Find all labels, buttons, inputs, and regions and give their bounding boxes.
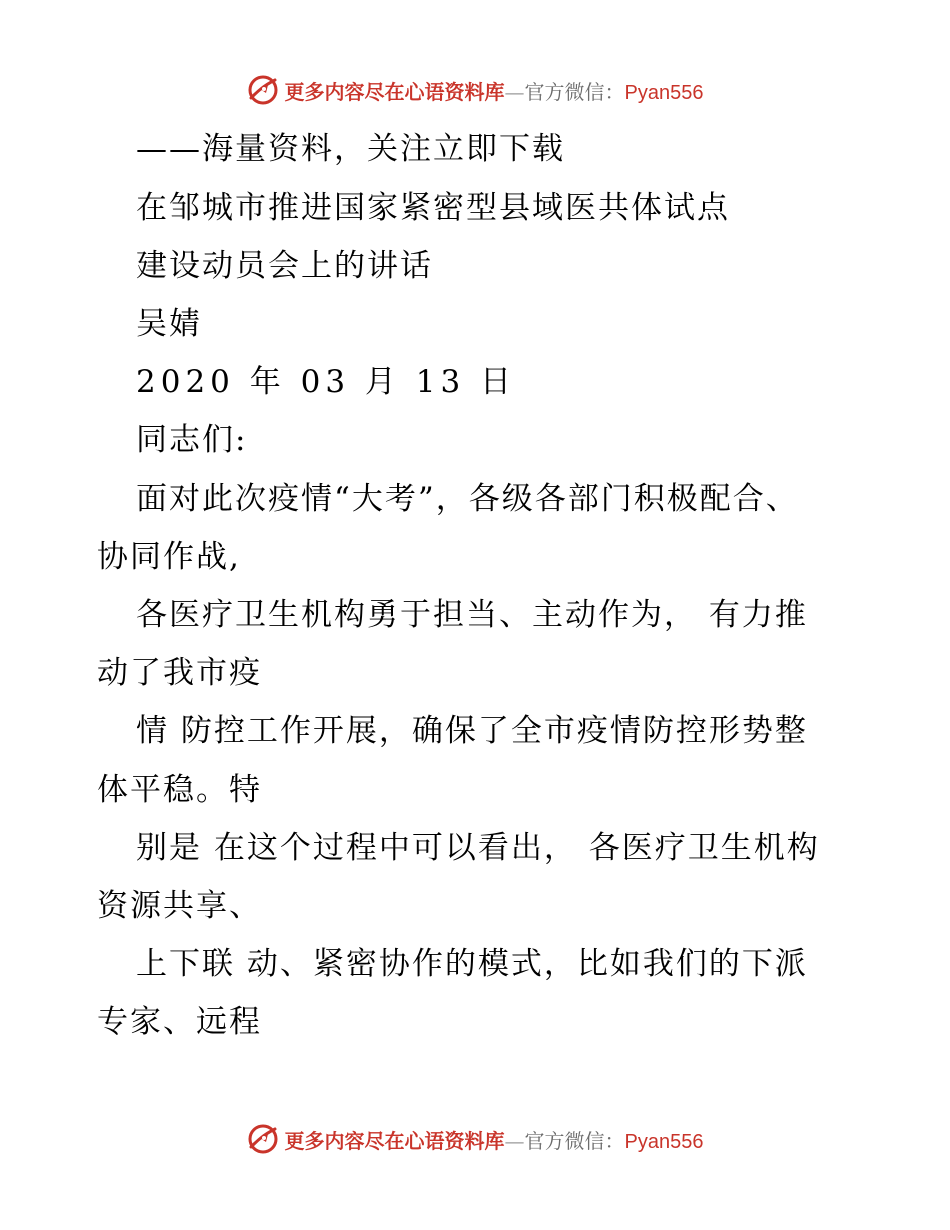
- header-banner-text: [285, 76, 704, 105]
- footer-wechat-id: Pyan556: [624, 1130, 704, 1153]
- header-dash: —: [504, 79, 525, 104]
- paragraph-line: 体平稳。特: [97, 772, 262, 808]
- pen-circle-logo-icon: [247, 1123, 279, 1155]
- footer-brand: 更多内容尽在心语资料库: [284, 1128, 505, 1153]
- speech-title-line-2: 建设动员会上的讲话: [136, 248, 433, 284]
- speaker-name: 吴婧: [136, 306, 202, 342]
- paragraph-line: 协同作战,: [97, 539, 241, 575]
- paragraph-line: 专家、远程: [97, 1004, 262, 1040]
- header-banner: [0, 70, 950, 110]
- pen-circle-logo-icon: [247, 74, 279, 106]
- footer-wechat-label: 官方微信：: [524, 1128, 625, 1153]
- paragraph-line: 面对此次疫情“大考”，各级各部门积极配合、: [136, 481, 799, 517]
- paragraph-line: 上下联 动、紧密协作的模式，比如我们的下派: [136, 946, 808, 982]
- footer-banner: [0, 1119, 950, 1159]
- salutation: 同志们:: [136, 422, 248, 458]
- footer-dash: —: [504, 1128, 525, 1153]
- paragraph-line: 动了我市疫: [97, 655, 262, 691]
- footer-banner-text: [285, 1125, 704, 1154]
- header-wechat-label: 官方微信：: [524, 79, 625, 104]
- speech-title-line-1: 在邹城市推进国家紧密型县域医共体试点: [136, 190, 730, 226]
- header-brand: 更多内容尽在心语资料库: [284, 79, 505, 104]
- paragraph-line: 各医疗卫生机构勇于担当、主动作为， 有力推: [136, 597, 808, 633]
- paragraph-line: 资源共享、: [97, 888, 262, 924]
- speech-date: 2020 年 03 月 13 日: [136, 364, 517, 400]
- paragraph-line: 别是 在这个过程中可以看出， 各医疗卫生机构: [136, 830, 820, 866]
- download-note: ——海量资料，关注立即下载: [136, 131, 565, 167]
- header-wechat-id: Pyan556: [624, 81, 704, 104]
- paragraph-line: 情 防控工作开展，确保了全市疫情防控形势整: [136, 713, 808, 749]
